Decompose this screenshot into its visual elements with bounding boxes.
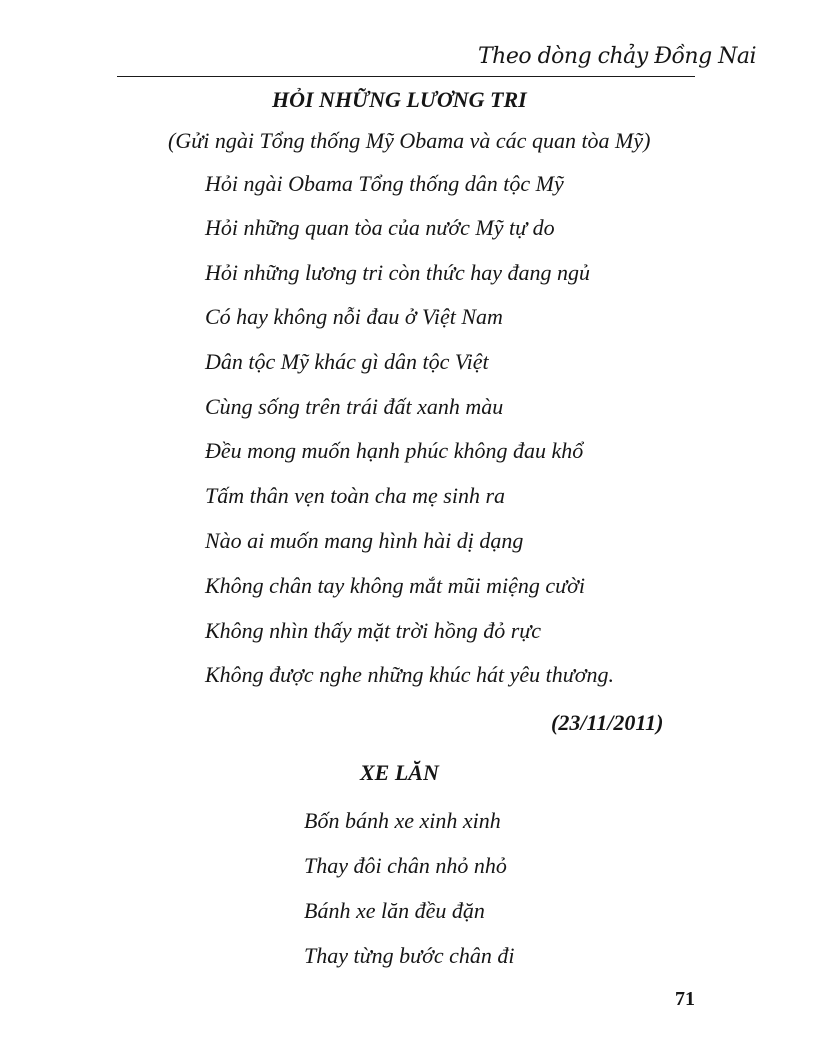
verse-line: Đều mong muốn hạnh phúc không đau khổ — [205, 438, 584, 463]
verse-line: Cùng sống trên trái đất xanh màu — [205, 394, 504, 419]
poem-date: (23/11/2011) — [551, 710, 664, 735]
verse-line: Dân tộc Mỹ khác gì dân tộc Việt — [205, 349, 489, 374]
poem-title: XE LĂN — [360, 760, 439, 785]
page-number: 71 — [675, 988, 695, 1010]
verse-line: Hỏi những lương tri còn thức hay đang ngủ — [205, 260, 591, 285]
verse-line: Có hay không nỗi đau ở Việt Nam — [205, 304, 503, 329]
verse-line: Không chân tay không mắt mũi miệng cười — [205, 573, 585, 598]
verse-line: Thay đôi chân nhỏ nhỏ — [304, 853, 507, 878]
poem-title: HỎI NHỮNG LƯƠNG TRI — [272, 87, 527, 112]
verse-line: Hỏi những quan tòa của nước Mỹ tự do — [205, 215, 555, 240]
poem-dedication: (Gửi ngài Tổng thống Mỹ Obama và các quan tòa Mỹ) — [168, 128, 651, 153]
verse-line: Tấm thân vẹn toàn cha mẹ sinh ra — [205, 483, 506, 508]
running-header: Theo dòng chảy Đồng Nai — [478, 44, 757, 69]
verse-line: Thay từng bước chân đi — [304, 943, 515, 968]
header-rule — [117, 76, 695, 77]
verse-line: Hỏi ngài Obama Tổng thống dân tộc Mỹ — [205, 171, 564, 196]
verse-line: Bốn bánh xe xinh xinh — [304, 808, 501, 833]
verse-line: Không được nghe những khúc hát yêu thương. — [205, 662, 614, 687]
verse-line: Không nhìn thấy mặt trời hồng đỏ rực — [205, 618, 542, 643]
verse-line: Nào ai muốn mang hình hài dị dạng — [205, 528, 524, 553]
verse-line: Bánh xe lăn đều đặn — [304, 898, 485, 923]
